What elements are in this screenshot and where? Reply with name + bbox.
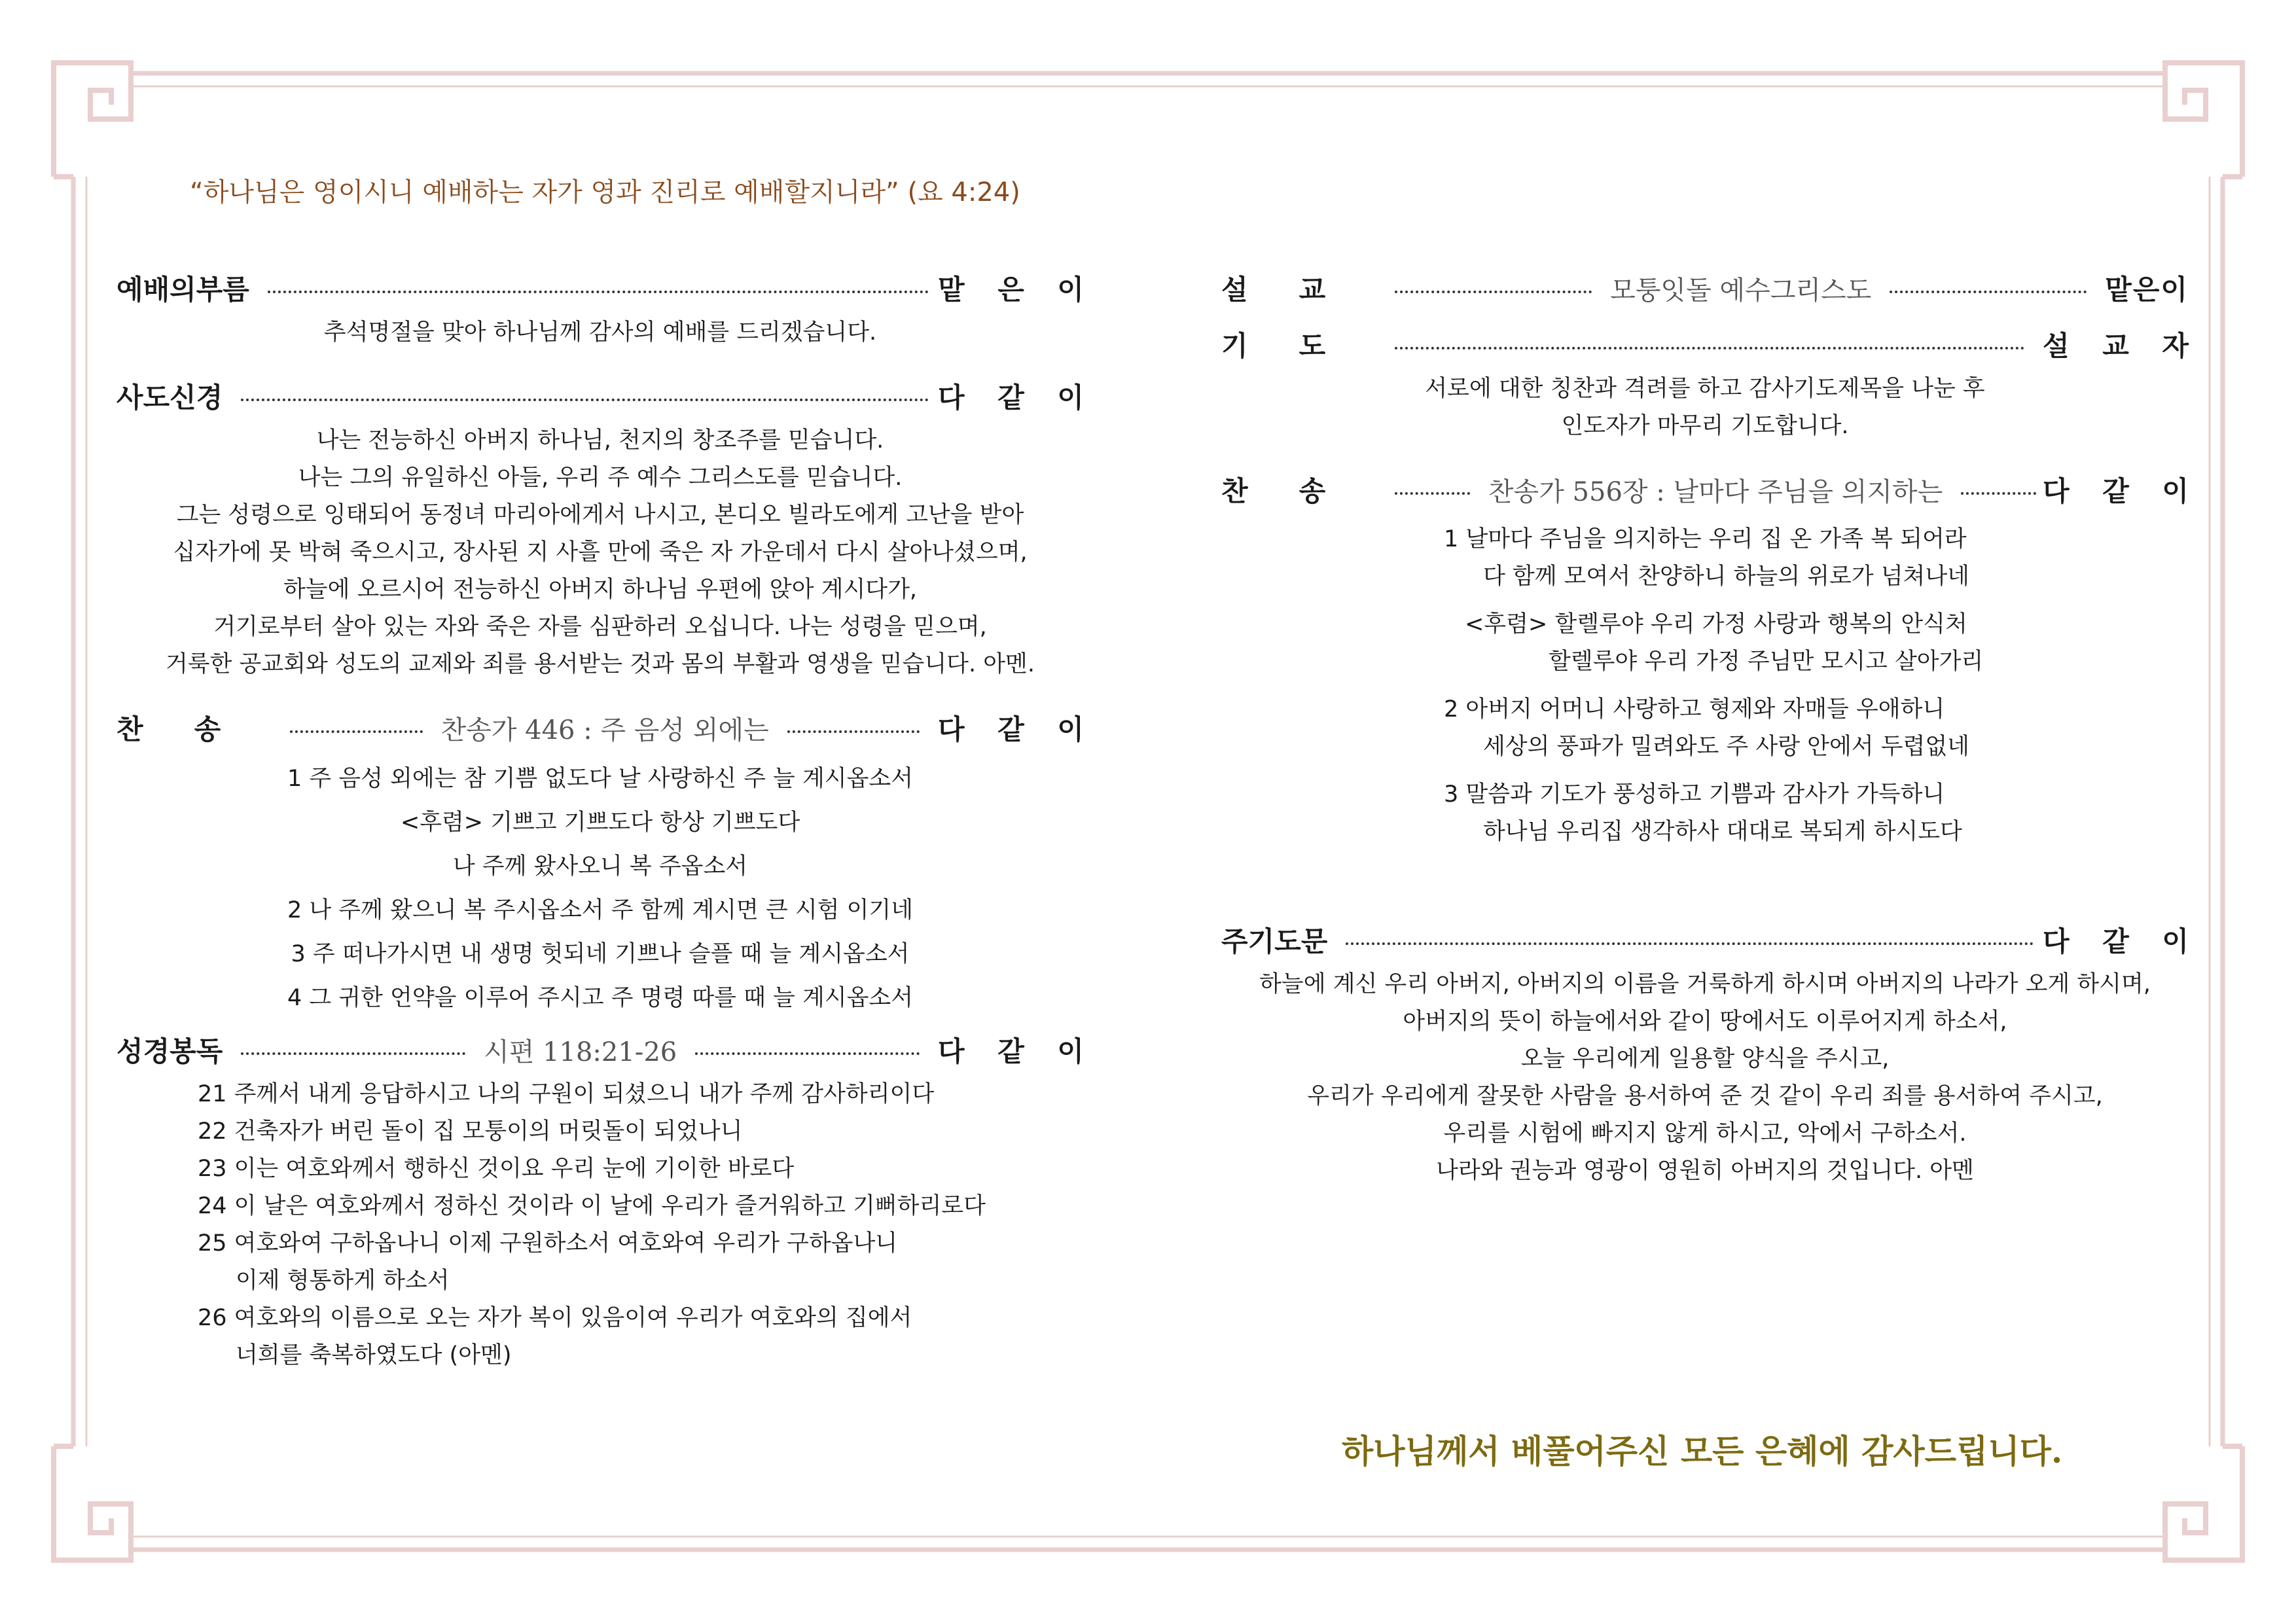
leader-dots bbox=[1890, 291, 2087, 293]
lyric-line: 다 함께 모여서 찬양하니 하늘의 위로가 넘쳐나네 bbox=[1483, 563, 1969, 590]
prayer-heading bbox=[1221, 318, 2200, 370]
hymn-lyrics bbox=[1221, 521, 2189, 851]
lyric-line: 세상의 풍파가 밀려와도 주 사랑 안에서 두렵없네 bbox=[1483, 734, 1969, 760]
scripture-line: 23 이는 여호와께서 행하신 것이요 우리 눈에 기이한 바로다 bbox=[198, 1156, 795, 1182]
prayer-text bbox=[1221, 370, 2189, 445]
lyric-line: 3 주 떠나가시면 내 생명 헛되네 기쁘나 슬플 때 늘 계시옵소서 bbox=[291, 941, 910, 967]
section-title: 찬송 bbox=[117, 713, 272, 745]
section-title: 성경봉독 bbox=[117, 1035, 223, 1067]
lyric-line: 2 나 주께 왔으니 복 주시옵소서 주 함께 계시면 큰 시험 이기네 bbox=[287, 897, 914, 923]
section-role: 다 같 이 bbox=[2043, 475, 2201, 507]
lyric-line: 나 주께 왔사오니 복 주옵소서 bbox=[452, 853, 748, 880]
prayer-line: 하늘에 계신 우리 아버지, 아버지의 이름을 거룩하게 하시며 아버지의 나라가 오게 하시며, bbox=[1259, 971, 2151, 997]
scripture-text bbox=[117, 1076, 1084, 1374]
sermon-heading bbox=[1221, 262, 2189, 314]
lords-prayer-heading bbox=[1221, 914, 2200, 966]
leader-dots bbox=[1395, 291, 1592, 293]
scripture-line: 26 여호와의 이름으로 오는 자가 복이 있음이여 우리가 여호와의 집에서 bbox=[198, 1305, 912, 1331]
prayer-line: 아버지의 뜻이 하늘에서와 같이 땅에서도 이루어지게 하소서, bbox=[1403, 1008, 2007, 1035]
call-to-worship-text: 추석명절을 맞아 하나님께 감사의 예배를 드리겠습니다. bbox=[323, 319, 877, 346]
left-column bbox=[117, 262, 1096, 1374]
creed-line: 나는 전능하신 아버지 하나님, 천지의 창조주를 믿습니다. bbox=[316, 427, 884, 454]
section-title: 예배의부름 bbox=[117, 274, 249, 306]
lyric-line: 하나님 우리집 생각하사 대대로 복되게 하시도다 bbox=[1483, 819, 1962, 845]
scripture-line: 25 여호와여 구하옵나니 이제 구원하소서 여호와여 우리가 구하옵나니 bbox=[198, 1230, 898, 1257]
leader-dots bbox=[787, 730, 920, 733]
prayer-line: 서로에 대한 칭찬과 격려를 하고 감사기도제목을 나눈 후 bbox=[1425, 376, 1985, 402]
scripture-reference: 시편 118:21-26 bbox=[484, 1037, 677, 1067]
call-to-worship-heading bbox=[117, 262, 1096, 314]
leader-dots bbox=[241, 1052, 465, 1055]
lyric-line: 2 아버지 어머니 사랑하고 형제와 자매들 우애하니 bbox=[1444, 696, 1945, 722]
section-role: 다 같 이 bbox=[938, 713, 1096, 745]
section-role: 맡은이 bbox=[2105, 274, 2189, 306]
lyric-line: 할렐루야 우리 가정 주님만 모시고 살아가리 bbox=[1549, 649, 1984, 675]
scripture-line: 너희를 축복하였도다 (아멘) bbox=[236, 1342, 512, 1368]
hymn-number: 찬송가 556장 : 날마다 주님을 의지하는 bbox=[1488, 476, 1943, 507]
section-role: 다 같 이 bbox=[938, 1035, 1096, 1067]
creed-heading bbox=[117, 370, 1096, 422]
section-title: 주기도문 bbox=[1221, 925, 1328, 957]
section-title: 사도신경 bbox=[117, 382, 223, 414]
scripture-verse: “하나님은 영이시니 예배하는 자가 영과 진리로 예배할지니라” (요 4:24) bbox=[190, 177, 1020, 207]
creed-line: 거기로부터 살아 있는 자와 죽은 자를 심판하러 오십니다. 나는 성령을 믿으며, bbox=[213, 614, 987, 640]
leader-dots bbox=[1395, 492, 1470, 495]
leader-dots bbox=[695, 1052, 920, 1055]
creed-line: 십자가에 못 박혀 죽으시고, 장사된 지 사흘 만에 죽은 자 가운데서 다시 살아나셨으며, bbox=[173, 539, 1028, 565]
leader-dots bbox=[268, 291, 929, 293]
prayer-line: 우리가 우리에게 잘못한 사람을 용서하여 준 것 같이 우리 죄를 용서하여 주시고, bbox=[1307, 1083, 2103, 1109]
hymn-lyrics bbox=[117, 760, 1084, 1017]
right-column bbox=[1221, 262, 2201, 1190]
creed-line: 나는 그의 유일하신 아들, 우리 주 예수 그리스도를 믿습니다. bbox=[298, 465, 903, 491]
leader-dots bbox=[290, 730, 422, 733]
hymn-heading bbox=[117, 702, 1096, 754]
lyric-line: 1 날마다 주님을 의지하는 우리 집 온 가족 복 되어라 bbox=[1444, 526, 1967, 552]
leader-dots bbox=[1961, 492, 2036, 495]
creed-text bbox=[117, 422, 1084, 683]
lords-prayer-text bbox=[1221, 966, 2189, 1190]
hymn-number: 찬송가 446 : 주 음성 외에는 bbox=[440, 715, 769, 745]
lyric-line: 1 주 음성 외에는 참 기쁨 없도다 날 사랑하신 주 늘 계시옵소서 bbox=[287, 766, 914, 792]
leader-dots bbox=[241, 399, 929, 401]
scripture-line: 이제 형통하게 하소서 bbox=[236, 1268, 450, 1294]
leader-dots bbox=[1395, 347, 2024, 349]
lyric-line: <후렴> 할렐루야 우리 가정 사랑과 행복의 안식처 bbox=[1465, 611, 1967, 637]
leader-dots bbox=[1346, 942, 2034, 945]
prayer-line: 오늘 우리에게 일용할 양식을 주시고, bbox=[1520, 1046, 1890, 1072]
scripture-line: 22 건축자가 버린 돌이 집 모퉁이의 머릿돌이 되었나니 bbox=[198, 1118, 743, 1145]
section-title: 설교 bbox=[1221, 274, 1377, 306]
lyric-line: <후렴> 기쁘고 기쁘도다 항상 기쁘도다 bbox=[400, 810, 800, 836]
section-title: 기도 bbox=[1221, 330, 1377, 362]
hymn-heading bbox=[1221, 463, 2201, 516]
creed-line: 하늘에 오르시어 전능하신 아버지 하나님 우편에 앉아 계시다가, bbox=[283, 577, 918, 603]
lyric-line: 4 그 귀한 언약을 이루어 주시고 주 명령 따를 때 늘 계시옵소서 bbox=[287, 985, 914, 1011]
section-role: 설 교 자 bbox=[2043, 330, 2200, 362]
creed-line: 그는 성령으로 잉태되어 동정녀 마리아에게서 나시고, 본디오 빌라도에게 고난을 받아 bbox=[176, 502, 1024, 528]
section-role: 다 같 이 bbox=[938, 382, 1096, 414]
sermon-title: 모퉁잇돌 예수그리스도 bbox=[1610, 275, 1872, 306]
section-title: 찬송 bbox=[1221, 475, 1377, 507]
lyric-line: 3 말씀과 기도가 풍성하고 기쁨과 감사가 가득하니 bbox=[1444, 781, 1945, 808]
scripture-reading-heading bbox=[117, 1024, 1096, 1076]
creed-line: 거룩한 공교회와 성도의 교제와 죄를 용서받는 것과 몸의 부활과 영생을 믿습니다. 아멘. bbox=[166, 651, 1035, 677]
prayer-line: 인도자가 마무리 기도합니다. bbox=[1561, 413, 1849, 439]
section-role: 맡 은 이 bbox=[938, 274, 1096, 306]
section-role: 다 같 이 bbox=[2043, 925, 2200, 957]
prayer-line: 우리를 시험에 빠지지 않게 하시고, 악에서 구하소서. bbox=[1443, 1120, 1967, 1147]
closing-thanks: 하나님께서 베풀어주신 모든 은혜에 감사드립니다. bbox=[1342, 1432, 2063, 1471]
prayer-line: 나라와 권능과 영광이 영원히 아버지의 것입니다. 아멘 bbox=[1436, 1158, 1974, 1184]
scripture-line: 21 주께서 내게 응답하시고 나의 구원이 되셨으니 내가 주께 감사하리이다 bbox=[198, 1081, 935, 1107]
scripture-line: 24 이 날은 여호와께서 정하신 것이라 이 날에 우리가 즐거워하고 기뻐하리로다 bbox=[198, 1193, 986, 1219]
